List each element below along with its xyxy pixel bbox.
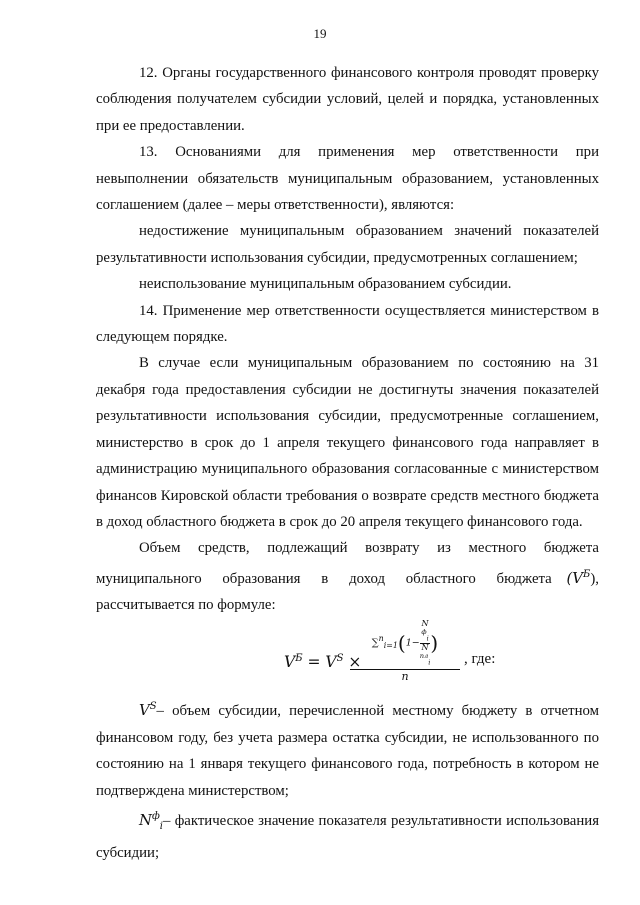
page-number: 19 xyxy=(313,26,327,41)
volume-text: Объем средств, подлежащий возврату из местного бюджета муниципального образования в доход областного бюджета xyxy=(96,540,599,587)
formula-denominator: n xyxy=(401,669,409,683)
formula-lhs: $V^Б = V^S$ × xyxy=(284,653,362,672)
formula-fraction xyxy=(350,620,460,684)
paragraph-12: 12. Органы государственного финансового контроля проводят проверку соблюдения получателем субсидии условий, целей и порядка, установленных при ее предоставлении. xyxy=(96,65,599,134)
paragraph-14: 14. Применение мер ответственности осуществляется министерством в следующем порядке. xyxy=(96,302,599,346)
vb-symbol: ($V^Б$ xyxy=(566,568,591,587)
document-body xyxy=(96,60,599,867)
paragraph-14-case: В случае если муниципальным образованием по состоянию на 31 декабря года предоставления субсидии не достигнуты значения показателей результативности использования субсидии, предусмотренные соглашением, министерство в срок до 1 апреля текущего финансового года направляет в администрацию муниципального образования согласованные с министерством финансов Кировской области требования о возврате средств местного бюджета в доход областного бюджета в срок до 20 апреля текущего финансового года. xyxy=(96,355,599,530)
paragraph-14-volume: Объем средств, подлежащий возврату из местного бюджета муниципального образования в доход областного бюджета $(V^Б)$, xyxy=(96,540,599,587)
formula-numerator: ∑$^n_{i=1}$(1− N $^ф_i$ N $^{пл}_i$ ) xyxy=(371,619,439,666)
definition-nf: $N^ф_i-$ фактическое значение показателя результативности использования субсидии; xyxy=(96,811,599,862)
definition-vs: $V^S-$ объем субсидии, перечисленной местному бюджету в отчетном финансовом году, без учета размера остатка субсидии, не использованного по состоянию на 1 января текущего финансового года, потребность в котором не подтверждена министерством; xyxy=(96,701,599,799)
formula xyxy=(96,620,599,694)
paragraph-13-item-1: недостижение муниципальным образованием значений показателей результативности использования субсидии, предусмотренных соглашением; xyxy=(96,223,599,266)
formula-where: , где: xyxy=(464,651,496,668)
paragraph-14-formula-intro: рассчитывается по формуле: xyxy=(96,597,276,614)
paragraph-13-item-2: неиспользование муниципальным образованием субсидии. xyxy=(139,276,512,293)
paragraph-13: 13. Основаниями для применения мер ответственности при невыполнении обязательств муниципальным образованием, установленных соглашением (далее – меры ответственности), являются: xyxy=(96,144,599,214)
